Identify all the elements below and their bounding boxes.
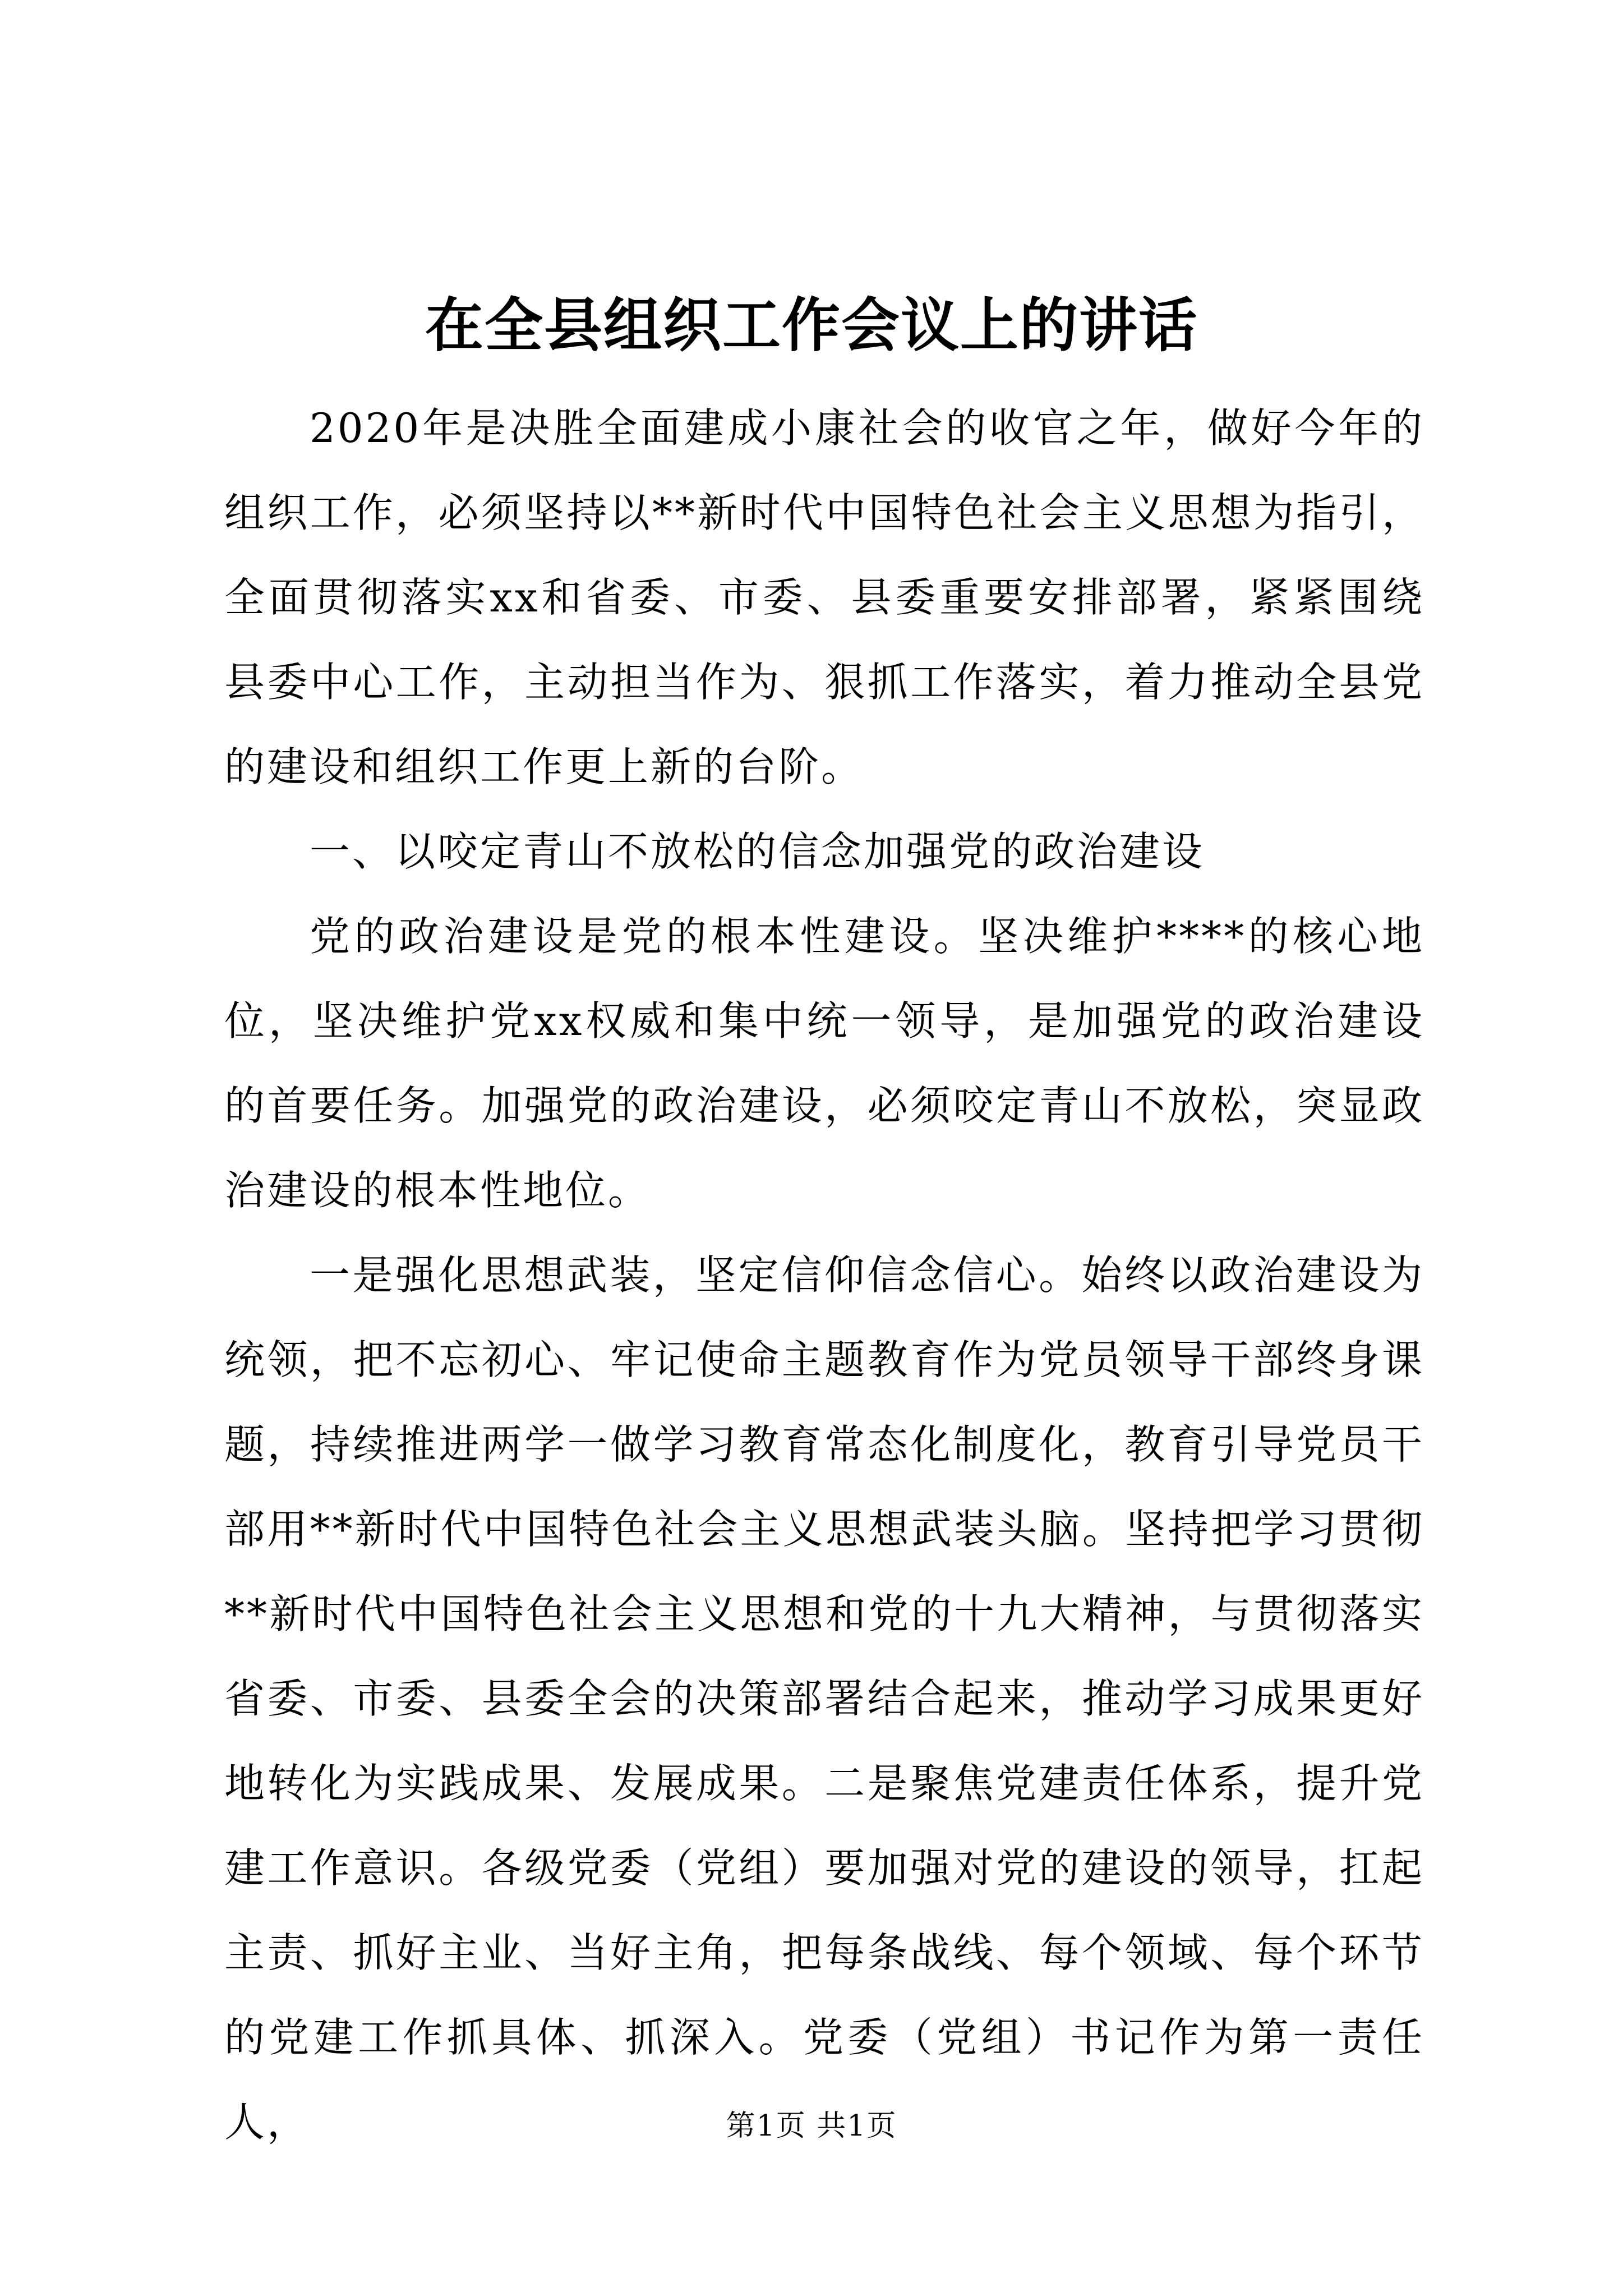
paragraph-measures: 一是强化思想武装，坚定信仰信念信心。始终以政治建设为统领，把不忘初心、牢记使命主题教育作为党员领导干部终身课题，持续推进两学一做学习教育常态化制度化，教育引导党员干部用**新时代中国特色社会主义思想武装头脑。坚持把学习贯彻**新时代中国特色社会主义思想和党的十九大精神，与贯彻落实省委、市委、县委全会的决策部署结合起来，推动学习成果更好地转化为实践成果、发展成果。二是聚焦党建责任体系，提升党建工作意识。各级党委（党组）要加强对党的建设的领导，扛起主责、抓好主业、当好主角，把每条战线、每个领域、每个环节的党建工作抓具体、抓深入。党委（党组）书记作为第一责任人， xyxy=(224,1251,1424,2146)
paragraph-intro: 2020年是决胜全面建成小康社会的收官之年，做好今年的组织工作，必须坚持以**新时代中国特色社会主义思想为指引，全面贯彻落实xx和省委、市委、县委重要安排部署，紧紧围绕县委中心工作，主动担当作为、狠抓工作落实，着力推动全县党的建设和组织工作更上新的台阶。 xyxy=(224,404,1424,790)
document-title: 在全县组织工作会议上的讲话 xyxy=(425,291,1198,360)
paragraph-political-building: 党的政治建设是党的根本性建设。坚决维护****的核心地位，坚决维护党xx权威和集中统一领导，是加强党的政治建设的首要任务。加强党的政治建设，必须咬定青山不放松，突显政治建设的根本性地位。 xyxy=(224,913,1424,1214)
page-footer: 第1页 共1页 xyxy=(726,2109,897,2143)
document-body xyxy=(224,386,1424,2165)
section-heading-1: 一、以咬定青山不放松的信念加强党的政治建设 xyxy=(310,828,1205,875)
